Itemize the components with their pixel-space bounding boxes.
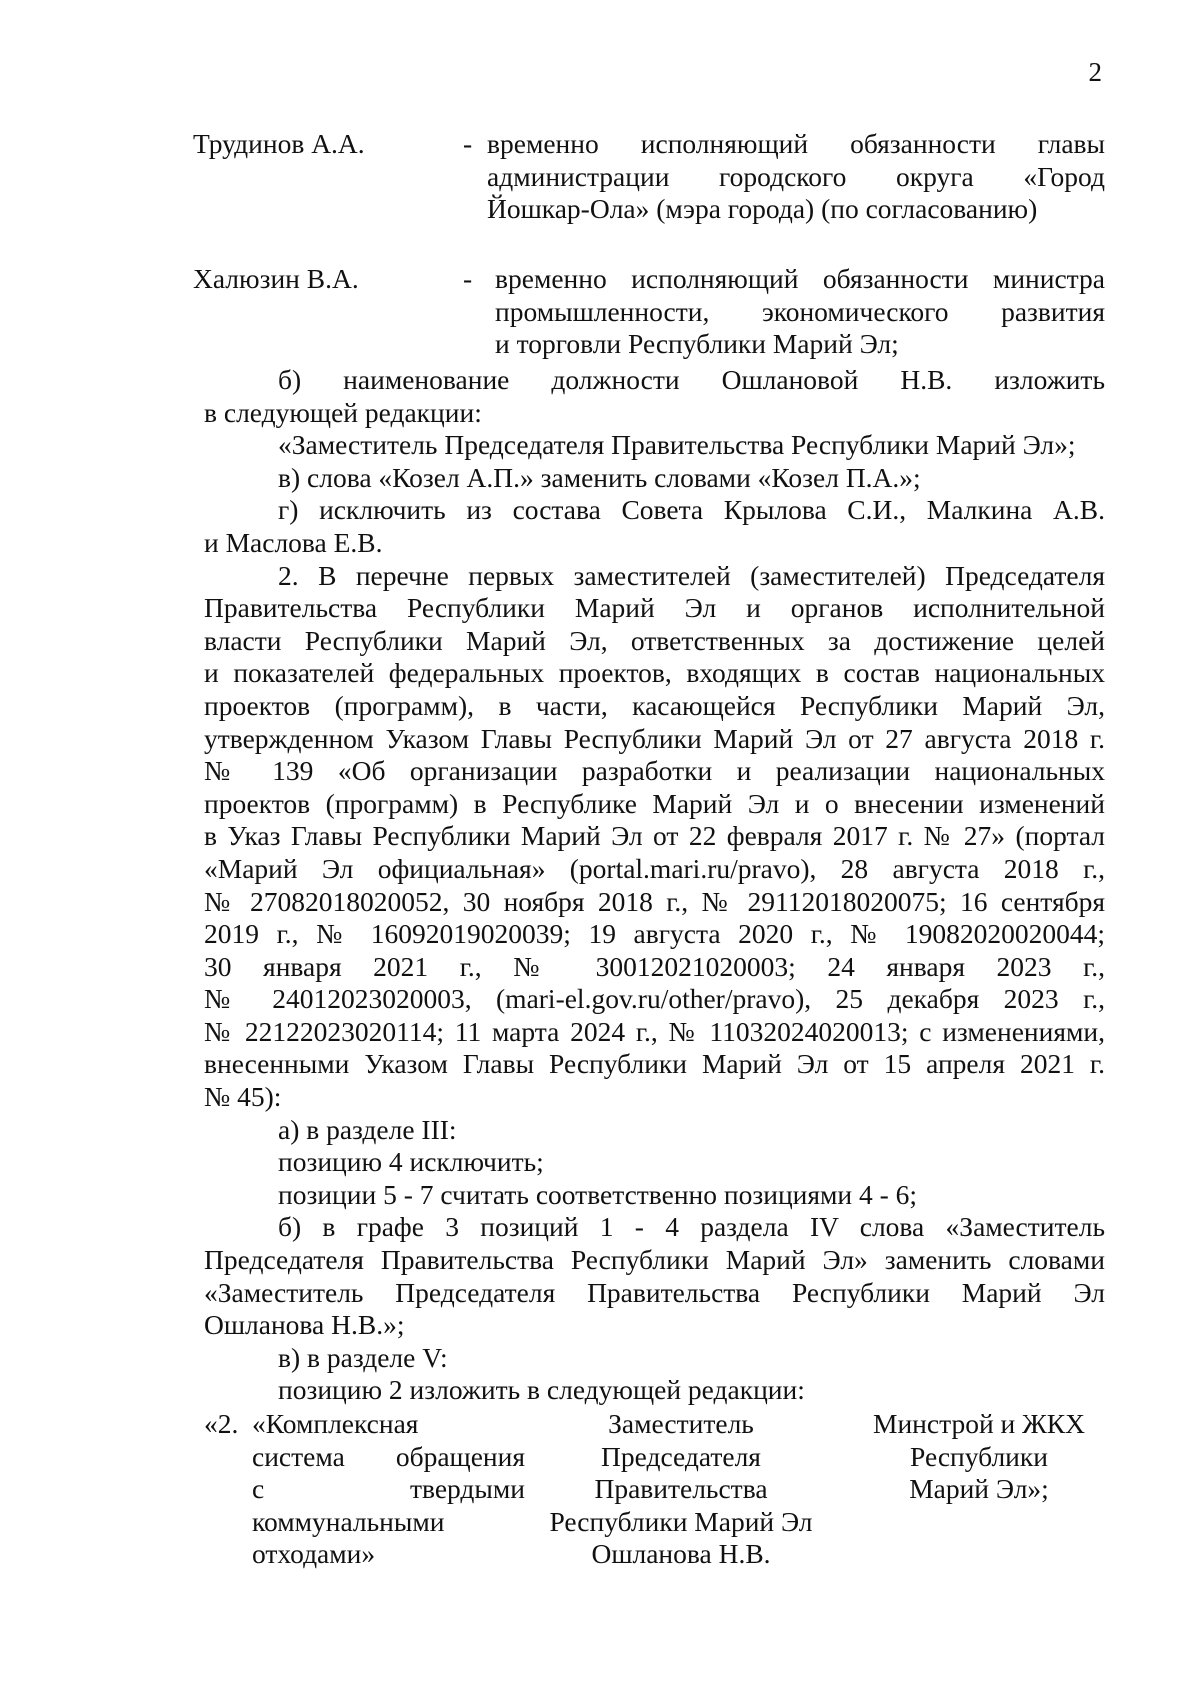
body-line: № 24012023020003, (mari-el.gov.ru/other/pravo), 25 декабря 2023 г., (204, 983, 1105, 1015)
body-line: № 139 «Об организации разработки и реализации национальных (204, 755, 1105, 787)
cell-line: Ошланова Н.В. (591, 1538, 771, 1570)
body-line: позицию 2 изложить в следующей редакции: (278, 1374, 805, 1406)
body-line: № 27082018020052, 30 ноября 2018 г., № 29112018020075; 16 сентября (204, 885, 1105, 917)
cell-line: коммунальными (252, 1505, 445, 1537)
body-line: позицию 4 исключить; (278, 1146, 544, 1178)
body-line: а) в разделе III: (278, 1113, 457, 1145)
body-line: проектов (программ), в части, касающейся Республики Марий Эл, (204, 689, 1105, 721)
description-line: временно исполняющий обязанности министра (495, 263, 1105, 294)
description-line: Йошкар-Ола» (мэра города) (по согласованию) (487, 193, 1038, 224)
body-line: б) в графе 3 позиций 1 - 4 раздела IV слова «Заместитель (278, 1211, 1105, 1243)
person-description (487, 128, 1105, 226)
body-line: в Указ Главы Республики Марий Эл от 22 февраля 2017 г. № 27» (портал (204, 820, 1105, 852)
body-line: № 22122023020114; 11 марта 2024 г., № 11032024020013; с изменениями, (204, 1015, 1105, 1047)
row-number: «2. (204, 1408, 239, 1439)
body-line: и Маслова Е.В. (204, 526, 383, 558)
cell-line: Заместитель (608, 1408, 754, 1439)
body-line: 2. В перечне первых заместителей (заместителей) Председателя (278, 559, 1105, 591)
body-line: б) наименование должности Ошлановой Н.В. изложить (278, 364, 1105, 395)
body-line: Председателя Правительства Республики Марий Эл» заменить словами (204, 1244, 1105, 1276)
cell-line: Республики (910, 1440, 1048, 1472)
body-text (204, 364, 1105, 1407)
page-number: 2 (1088, 57, 1102, 87)
description-line: администрации городского округа «Город (487, 160, 1105, 192)
body-line: позиции 5 - 7 считать соответственно позициями 4 - 6; (278, 1178, 918, 1210)
body-line: «Заместитель Председателя Правительства Республики Марий Эл»; (278, 429, 1076, 461)
person-name: Халюзин В.А. (193, 263, 359, 294)
cell-line: Председателя (601, 1440, 761, 1472)
cell-line: Минстрой и ЖКХ (873, 1408, 1085, 1439)
body-line: «Марий Эл официальная» (portal.mari.ru/pravo), 28 августа 2018 г., (204, 852, 1105, 884)
cell-line: «Комплексная (252, 1408, 419, 1439)
organ-cell (850, 1408, 1108, 1506)
body-line: г) исключить из состава Совета Крылова С.И., Малкина А.В. (278, 494, 1105, 526)
body-line: Ошланова Н.В.»; (204, 1309, 405, 1341)
body-line: в) слова «Козел А.П.» заменить словами «Козел П.А.»; (278, 461, 921, 493)
body-line: «Заместитель Председателя Правительства Республики Марий Эл (204, 1276, 1105, 1308)
body-line: утвержденном Указом Главы Республики Марий Эл от 27 августа 2018 г. (204, 722, 1105, 754)
description-line: промышленности, экономического развития (495, 295, 1105, 327)
body-line: внесенными Указом Главы Республики Марий Эл от 15 апреля 2021 г. (204, 1048, 1105, 1080)
body-line: власти Республики Марий Эл, ответственных за достижение целей (204, 624, 1105, 656)
cell-line: с твердыми (252, 1473, 525, 1505)
body-line: 2019 г., № 16092019020039; 19 августа 2020 г., № 19082020020044; (204, 918, 1105, 950)
person-entry (193, 263, 1105, 363)
body-line: № 45): (204, 1081, 282, 1113)
body-line: 30 января 2021 г., № 30012021020003; 24 января 2023 г., (204, 950, 1105, 982)
body-line: проектов (программ) в Республике Марий Эл и о внесении изменений (204, 787, 1105, 819)
description-line: временно исполняющий обязанности главы (487, 128, 1105, 159)
cell-line: Правительства (594, 1473, 768, 1505)
cell-line: система обращения (252, 1440, 525, 1472)
responsible-cell (540, 1408, 822, 1571)
body-line: и показателей федеральных проектов, входящих в состав национальных (204, 657, 1105, 689)
person-name: Трудинов А.А. (193, 128, 365, 159)
cell-line: Республики Марий Эл (549, 1505, 813, 1537)
person-entry (193, 128, 1105, 228)
person-description (495, 263, 1105, 361)
person-dash: - (463, 128, 473, 159)
body-line: в следующей редакции: (204, 396, 482, 428)
person-dash: - (463, 263, 473, 294)
body-line: Правительства Республики Марий Эл и органов исполнительной (204, 592, 1105, 624)
cell-line: отходами» (252, 1538, 376, 1570)
cell-line: Марий Эл»; (909, 1473, 1049, 1505)
project-name-cell (252, 1408, 525, 1571)
body-line: в) в разделе V: (278, 1341, 448, 1373)
description-line: и торговли Республики Марий Эл; (495, 328, 899, 359)
